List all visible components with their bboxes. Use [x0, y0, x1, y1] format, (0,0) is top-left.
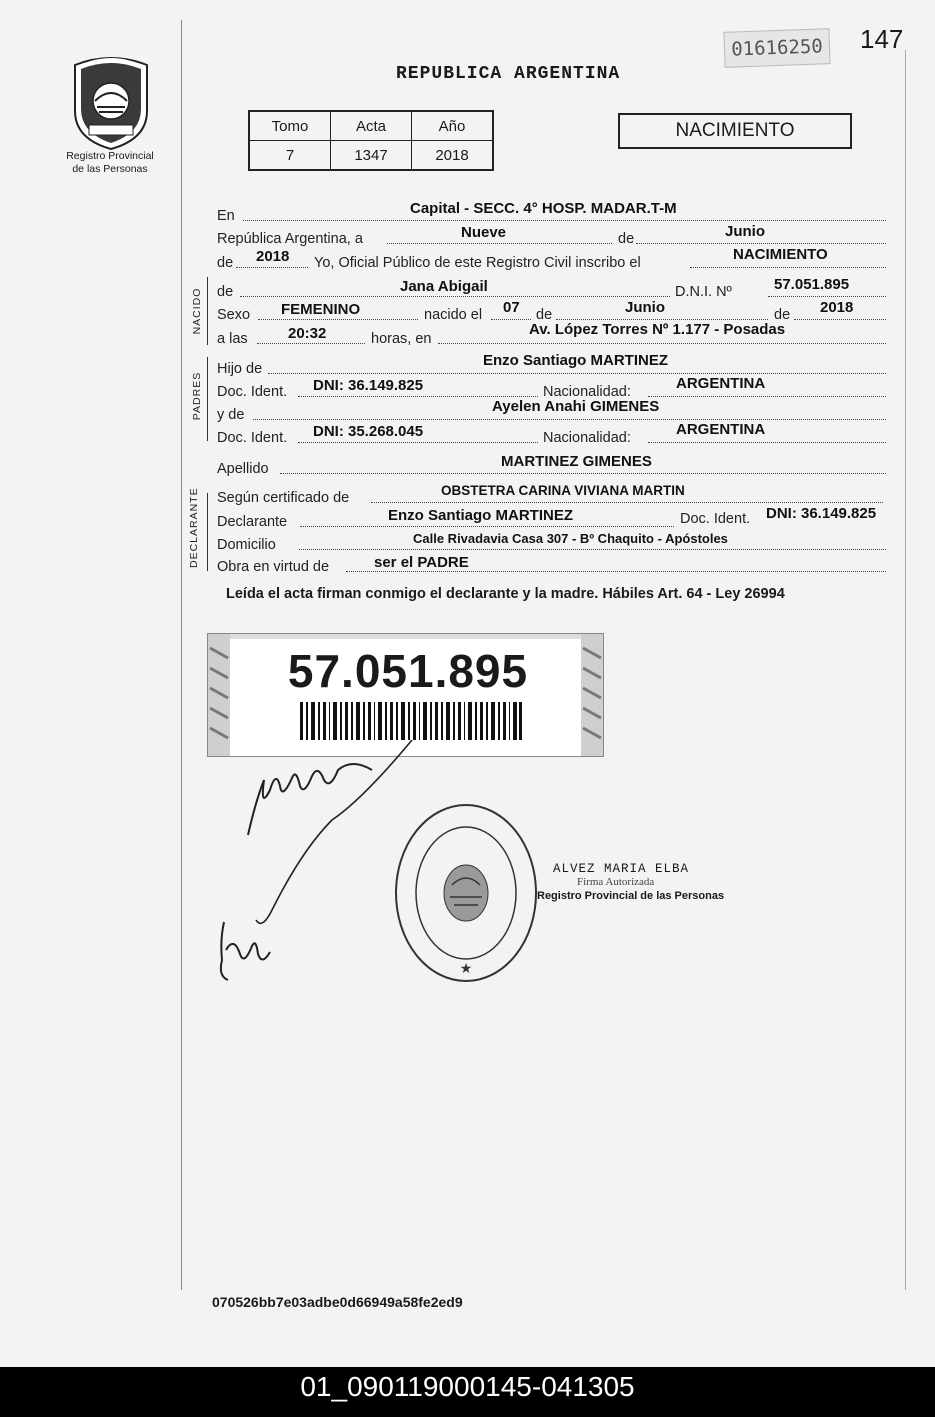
dni-label-number: 57.051.895 — [287, 645, 529, 697]
footer-hash: 070526bb7e03adbe0d66949a58fe2ed9 — [212, 1294, 463, 1310]
label-de-mes: de — [618, 231, 635, 247]
dotted-line — [300, 526, 674, 527]
section-bar-nacido — [207, 277, 208, 345]
label-yo-oficial: Yo, Oficial Público de este Registro Civil inscribo el — [314, 255, 641, 271]
dotted-line — [491, 319, 531, 320]
value-dia-nac: 07 — [503, 299, 520, 316]
barcode-icon — [300, 702, 522, 740]
value-anio: 2018 — [256, 248, 290, 265]
value-hora: 20:32 — [288, 325, 327, 342]
label-obra-en-virtud: Obra en virtud de — [217, 559, 330, 575]
file-id-bar: 01_090119000145-041305 — [0, 1367, 935, 1417]
svg-text:★: ★ — [459, 960, 473, 976]
value-obra-en-virtud: ser el PADRE — [374, 554, 469, 571]
label-de-nombre: de — [217, 284, 234, 300]
value-dni-nacido: 57.051.895 — [774, 276, 850, 293]
misiones-emblem-icon — [67, 55, 155, 151]
label-sexo: Sexo — [217, 307, 251, 323]
value-tipo-inscripcion: NACIMIENTO — [733, 246, 828, 263]
dotted-line — [346, 571, 886, 572]
value-nombre: Jana Abigail — [400, 278, 488, 295]
section-label-nacido: NACIDO — [191, 287, 203, 335]
value-dia-letras: Nueve — [461, 224, 507, 241]
value-mes-nac: Junio — [625, 299, 665, 316]
dotted-line — [556, 319, 768, 320]
dotted-line — [236, 267, 308, 268]
section-label-declarante: DECLARANTE — [188, 487, 200, 568]
value-anio: 2018 — [412, 141, 494, 171]
header-acta: Acta — [331, 111, 412, 141]
label-dni: D.N.I. Nº — [675, 284, 732, 300]
dotted-line — [794, 319, 886, 320]
value-lugar-nacimiento: Av. López Torres Nº 1.177 - Posadas — [529, 321, 786, 338]
stamp-role: Firma Autorizada — [577, 876, 655, 888]
value-sexo: FEMENINO — [281, 301, 361, 318]
label-nacionalidad-padre: Nacionalidad: — [543, 384, 631, 400]
closing-note: Leída el acta firman conmigo el declarante y la madre. Hábiles Art. 64 - Ley 26994 — [226, 586, 785, 602]
label-de-anio-nac: de — [774, 307, 791, 323]
value-madre: Ayelen Anahi GIMENES — [492, 398, 660, 415]
label-declarante: Declarante — [217, 514, 288, 530]
value-padre: Enzo Santiago MARTINEZ — [483, 352, 668, 369]
value-madre-doc: DNI: 35.268.045 — [313, 423, 424, 440]
dotted-line — [387, 243, 612, 244]
header-tomo: Tomo — [249, 111, 331, 141]
dotted-line — [243, 220, 886, 221]
label-doc-ident-padre: Doc. Ident. — [217, 384, 288, 400]
dotted-line — [768, 296, 886, 297]
value-declarante-doc: DNI: 36.149.825 — [766, 505, 877, 522]
label-doc-ident-declarante: Doc. Ident. — [680, 511, 751, 527]
value-madre-nac: ARGENTINA — [676, 421, 766, 438]
page-number: 147 — [860, 24, 904, 54]
dotted-line — [636, 243, 886, 244]
label-domicilio: Domicilio — [217, 537, 276, 553]
dotted-line — [253, 419, 886, 420]
value-tomo: 7 — [249, 141, 331, 171]
value-certificado: OBSTETRA CARINA VIVIANA MARTIN — [441, 483, 685, 498]
dotted-line — [648, 442, 886, 443]
label-y-de: y de — [217, 407, 245, 423]
value-domicilio: Calle Rivadavia Casa 307 - Bº Chaquito - Apóstoles — [413, 531, 728, 546]
label-hijo-de: Hijo de — [217, 361, 263, 377]
label-en: En — [217, 208, 235, 224]
registry-label: Registro Provincial de las Personas — [66, 150, 154, 175]
label-nacionalidad-madre: Nacionalidad: — [543, 430, 631, 446]
authorized-stamp — [537, 862, 757, 902]
label-nacido-el: nacido el — [424, 307, 483, 323]
dotted-line — [268, 373, 886, 374]
value-padre-doc: DNI: 36.149.825 — [313, 377, 424, 394]
value-apellido: MARTINEZ GIMENES — [501, 453, 652, 470]
label-de-dia: de — [536, 307, 553, 323]
dotted-line — [258, 319, 418, 320]
stamp-name: ALVEZ MARIA ELBA — [553, 862, 690, 876]
dotted-line — [438, 343, 886, 344]
dni-label-card — [207, 633, 604, 757]
stamp-office: Registro Provincial de las Personas — [537, 890, 725, 902]
document-heading: REPUBLICA ARGENTINA — [396, 64, 621, 84]
value-padre-nac: ARGENTINA — [676, 375, 766, 392]
dotted-line — [298, 396, 538, 397]
dotted-line — [280, 473, 886, 474]
dotted-line — [257, 343, 365, 344]
serial-stamp: 01616250 — [723, 28, 830, 68]
value-declarante: Enzo Santiago MARTINEZ — [388, 507, 573, 524]
section-bar-padres — [207, 357, 208, 441]
dotted-line — [240, 296, 670, 297]
label-de-anio: de — [217, 255, 234, 271]
dotted-line — [648, 396, 886, 397]
record-table-header — [249, 111, 493, 141]
value-mes: Junio — [725, 223, 765, 240]
label-segun-certificado: Según certificado de — [217, 490, 350, 506]
section-bar-declarante — [207, 493, 208, 571]
label-republica: República Argentina, a — [217, 231, 363, 247]
label-horas-en: horas, en — [371, 331, 432, 347]
label-doc-ident-madre: Doc. Ident. — [217, 430, 288, 446]
act-type-box: NACIMIENTO — [618, 113, 852, 149]
dotted-line — [298, 442, 538, 443]
dotted-line — [299, 549, 886, 550]
record-table — [248, 110, 494, 171]
record-table-values — [249, 141, 493, 171]
label-a-las: a las — [217, 331, 248, 347]
dotted-line — [371, 502, 883, 503]
dotted-line — [690, 267, 886, 268]
left-margin-line — [181, 20, 182, 1290]
label-apellido: Apellido — [217, 461, 269, 477]
right-margin-line — [905, 50, 906, 1290]
value-anio-nac: 2018 — [820, 299, 854, 316]
section-label-padres: PADRES — [191, 371, 203, 421]
header-anio: Año — [412, 111, 494, 141]
value-lugar: Capital - SECC. 4° HOSP. MADAR.T-M — [410, 200, 677, 217]
value-acta: 1347 — [331, 141, 412, 171]
registry-seal-icon — [392, 801, 540, 985]
